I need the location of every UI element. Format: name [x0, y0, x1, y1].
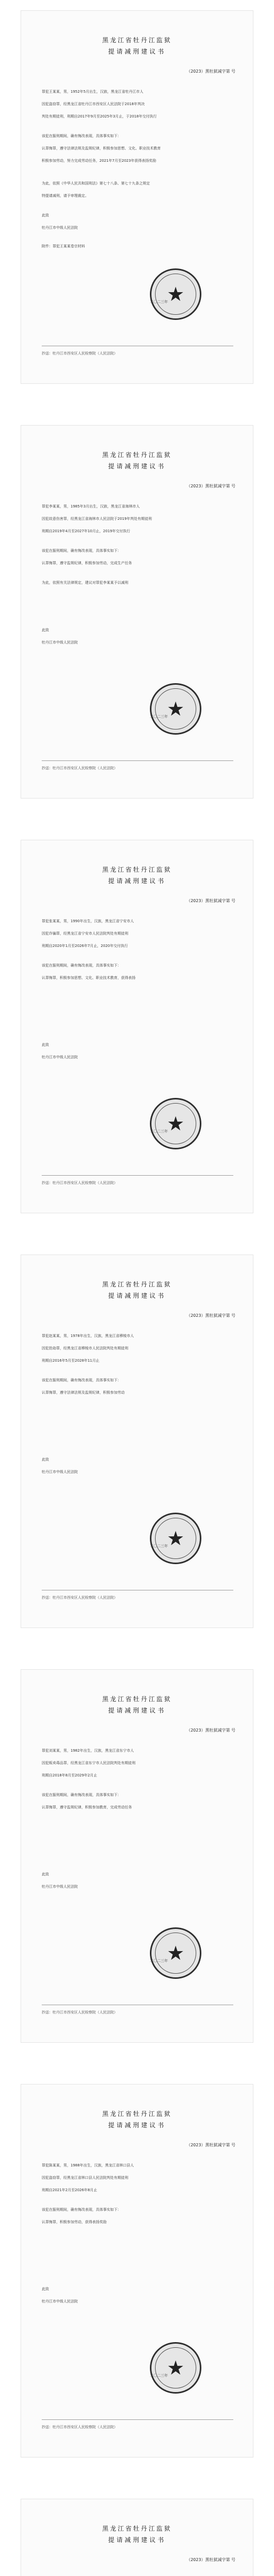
page-subtitle: 提请减刑建议书	[108, 1292, 166, 1299]
body-text-line: 此致	[42, 2287, 49, 2291]
page-subtitle: 提请减刑建议书	[108, 1707, 166, 1714]
body-text-line: 该犯在服刑期间，确有悔改表现，具体事实如下：	[42, 963, 121, 968]
body-text-line: 二〇二三年	[150, 1129, 168, 1133]
page-title: 黑龙江省牡丹江监狱	[102, 2110, 172, 2117]
document-number: （2023）黑牡狱减字第 号	[186, 69, 235, 74]
page-title: 黑龙江省牡丹江监狱	[102, 866, 172, 873]
seal-ring	[155, 1518, 196, 1559]
body-text-line: 此致	[42, 1043, 49, 1047]
page-title: 黑龙江省牡丹江监狱	[102, 1281, 172, 1288]
star-icon: ★	[166, 1942, 185, 1964]
body-text-line: 因犯诈骗罪，经黑龙江省宁安市人民法院判处有期徒刑	[42, 931, 128, 936]
star-icon: ★	[166, 2357, 185, 2379]
document-page	[21, 10, 253, 384]
body-text-line: 认罪悔罪，遵守法律法规及监规纪律，积极参加劳动	[42, 1391, 125, 1395]
body-text-line: 认罪悔罪，积极参加劳动，获得表扬奖励	[42, 2220, 107, 2224]
body-text-line: 该犯在服刑期间，确有悔改表现，具体事实如下：	[42, 549, 121, 553]
body-text-line: 此致	[42, 1458, 49, 1462]
official-seal-icon	[150, 2342, 201, 2394]
document-number: （2023）黑牡狱减字第 号	[186, 1313, 235, 1318]
star-icon: ★	[166, 283, 185, 306]
body-text-line: 认罪悔罪，遵守法律法规及监规纪律，积极参加思想、文化、职业技术教育	[42, 146, 161, 150]
body-text-line: 罪犯赵某某，男，1978年出生，汉族，黑龙江省穆棱市人	[42, 1334, 134, 1338]
star-icon: ★	[166, 698, 185, 720]
official-seal-icon	[150, 1927, 201, 1979]
document-number: （2023）黑牡狱减字第 号	[186, 2557, 235, 2562]
page-footer: 抄送：牡丹江市西安区人民检察院（人民法院）	[42, 1596, 117, 1600]
seal-ring	[155, 1103, 196, 1144]
document-number: （2023）黑牡狱减字第 号	[186, 1728, 235, 1733]
body-text-line: 此致	[42, 628, 49, 632]
body-text-line: 该犯在服刑期间，确有悔改表现，具体事实如下：	[42, 2208, 121, 2212]
body-text-line: 因犯盗窃罪，经黑龙江省林口县人民法院判处有期徒刑	[42, 2176, 128, 2180]
official-seal-icon	[150, 268, 201, 320]
body-text-line: 二〇二三年	[150, 1544, 168, 1548]
page-footer: 抄送：牡丹江市西安区人民检察院（人民法院）	[42, 2010, 117, 2014]
seal-ring	[155, 1933, 196, 1974]
body-text-line: 因犯故意伤害罪，经黑龙江省海林市人民法院于2019年判处有期徒刑	[42, 517, 152, 521]
page-title: 黑龙江省牡丹江监狱	[102, 37, 172, 44]
body-text-line: 该犯在服刑期间，确有悔改表现，具体事实如下：	[42, 1378, 121, 1382]
body-text-line: 罪犯王某某，男，1952年5月出生，汉族，黑龙江省牡丹江市人	[42, 90, 144, 94]
footer-divider	[42, 2419, 233, 2420]
body-text-line: 刑期自2018年8月至2029年2月止	[42, 1773, 97, 1777]
body-text-line: 该犯在服刑期间，确有悔改表现，具体事实如下：	[42, 134, 121, 138]
document-page	[21, 2084, 253, 2458]
seal-ring	[155, 688, 196, 730]
body-text-line: 因犯盗窃罪，经黑龙江省牡丹江市西安区人民法院于2018年判决	[42, 102, 145, 106]
document-number: （2023）黑牡狱减字第 号	[186, 899, 235, 903]
body-text-line: 为此，依照有关法律规定，建议对罪犯李某某予以减刑	[42, 581, 128, 585]
body-text-line: 认罪悔罪，积极参加思想、文化、职业技术教育，获得表扬	[42, 976, 135, 980]
seal-ring	[155, 2347, 196, 2388]
document-page	[21, 1669, 253, 2043]
body-text-line: 附件：罪犯王某某卷宗材料	[42, 244, 85, 248]
body-text-line: 牡丹江市中级人民法院	[42, 1055, 78, 1059]
page-footer: 抄送：牡丹江市西安区人民检察院（人民法院）	[42, 1181, 117, 1185]
body-text-line: 因犯抢劫罪，经黑龙江省穆棱市人民法院判处有期徒刑	[42, 1346, 128, 1350]
body-text-line: 此致	[42, 213, 49, 217]
footer-divider	[42, 760, 233, 761]
footer-divider	[42, 1175, 233, 1176]
document-page	[21, 1255, 253, 1628]
body-text-line: 牡丹江市中级人民法院	[42, 1885, 78, 1889]
body-text-line: 该犯在服刑期间，确有悔改表现，具体事实如下：	[42, 1793, 121, 1797]
document-number: （2023）黑牡狱减字第 号	[186, 2143, 235, 2147]
page-footer: 抄送：牡丹江市西安区人民检察院（人民法院）	[42, 2425, 117, 2429]
body-text-line: 牡丹江市中级人民法院	[42, 226, 78, 230]
page-subtitle: 提请减刑建议书	[108, 2122, 166, 2129]
body-text-line: 罪犯李某某，男，1985年3月出生，汉族，黑龙江省海林市人	[42, 504, 140, 509]
document-number: （2023）黑牡狱减字第 号	[186, 484, 235, 488]
body-text-line: 罪犯陈某某，男，1988年出生，汉族，黑龙江省林口县人	[42, 2163, 134, 2167]
body-text-line: 刑期自2020年1月至2026年7月止，2020年交付执行	[42, 944, 128, 948]
body-text-line: 罪犯刘某某，男，1982年出生，汉族，黑龙江省东宁市人	[42, 1749, 134, 1753]
page-subtitle: 提请减刑建议书	[108, 463, 166, 470]
body-text-line: 二〇二三年	[150, 715, 168, 719]
body-text-line: 积极参加劳动，努力完成劳动任务，2021年7月至2023年获得表扬奖励	[42, 159, 157, 163]
page-subtitle: 提请减刑建议书	[108, 48, 166, 55]
body-text-line: 此致	[42, 1872, 49, 1876]
document-page	[21, 425, 253, 799]
body-text-line: 认罪悔罪，遵守监规纪律，积极参加教育，完成劳动任务	[42, 1805, 132, 1809]
body-text-line: 二〇二三年	[150, 300, 168, 304]
seal-ring	[155, 274, 196, 315]
official-seal-icon	[150, 1098, 201, 1149]
body-text-line: 认罪悔罪，遵守监规纪律，积极参加劳动，完成生产任务	[42, 561, 132, 565]
document-page	[21, 2499, 253, 2576]
page-title: 黑龙江省牡丹江监狱	[102, 1696, 172, 1703]
body-text-line: 因犯贩卖毒品罪，经黑龙江省东宁市人民法院判处有期徒刑	[42, 1761, 135, 1765]
page-title: 黑龙江省牡丹江监狱	[102, 2525, 172, 2532]
official-seal-icon	[150, 1513, 201, 1564]
body-text-line: 牡丹江市中级人民法院	[42, 640, 78, 645]
body-text-line: 二〇二三年	[150, 1959, 168, 1963]
body-text-line: 刑期自2019年4月至2027年10月止，2019年交付执行	[42, 529, 130, 533]
body-text-line: 牡丹江市中级人民法院	[42, 1470, 78, 1474]
document-page	[21, 840, 253, 1213]
page-subtitle: 提请减刑建议书	[108, 877, 166, 885]
page-footer: 抄送：牡丹江市西安区人民检察院（人民法院）	[42, 351, 117, 355]
body-text-line: 刑期自2016年5月至2028年11月止	[42, 1359, 99, 1363]
page-footer: 抄送：牡丹江市西安区人民检察院（人民法院）	[42, 766, 117, 770]
star-icon: ★	[166, 1112, 185, 1135]
body-text-line: 罪犯张某某，男，1990年出生，汉族，黑龙江省宁安市人	[42, 919, 134, 923]
body-text-line: 二〇二三年	[150, 2374, 168, 2378]
body-text-line: 刑期自2021年2月至2026年8月止	[42, 2188, 97, 2192]
page-subtitle: 提请减刑建议书	[108, 2536, 166, 2544]
official-seal-icon	[150, 683, 201, 735]
star-icon: ★	[166, 1527, 185, 1550]
body-text-line: 牡丹江市中级人民法院	[42, 2299, 78, 2303]
body-text-line: 特提请减刑，请予审理裁定。	[42, 194, 89, 198]
body-text-line: 判处有期徒刑，刑期自2017年9月至2025年3月止，于2018年交付执行	[42, 114, 157, 118]
page-title: 黑龙江省牡丹江监狱	[102, 451, 172, 459]
body-text-line: 为此，依照《中华人民共和国刑法》第七十八条、第七十九条之规定	[42, 181, 150, 185]
